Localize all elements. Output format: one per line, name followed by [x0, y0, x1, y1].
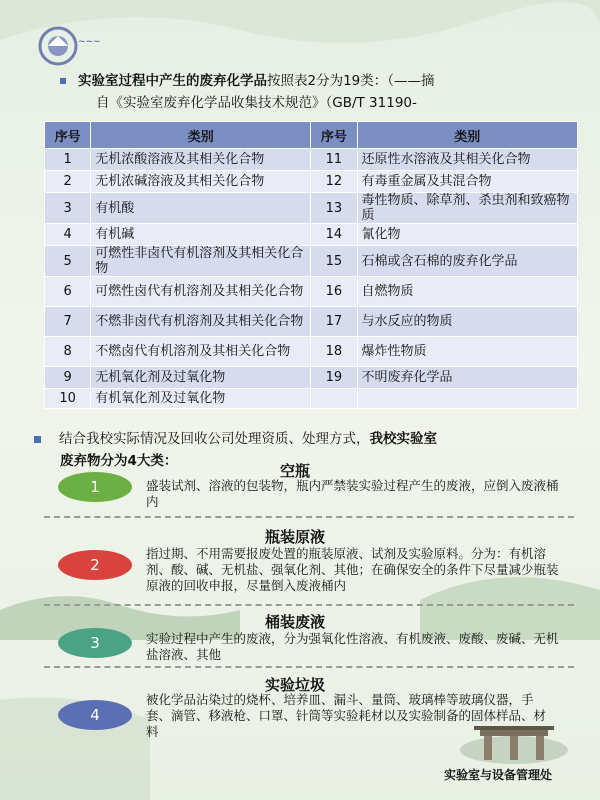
table-row	[45, 171, 578, 193]
category-name-right: 爆炸性物质	[357, 337, 577, 367]
category-name-right: 与水反应的物质	[357, 307, 577, 337]
table-row	[45, 246, 578, 277]
category-name-right: 还原性水溶液及其相关化合物	[357, 149, 577, 171]
divider	[44, 516, 574, 518]
header-cat-1: 类别	[91, 122, 311, 149]
category-number-badge: 1	[58, 472, 132, 502]
table-row	[45, 389, 578, 409]
summary-bold-2: 废弃物分为4大类：	[60, 453, 178, 469]
category-description: 被化学品沾染过的烧杯、培养皿、漏斗、量筒、玻璃棒等玻璃仪器，手套、滴管、移液枪、口罩、针筒等实验耗材以及实验制备的固体样品、材料	[146, 692, 547, 739]
category-name-left: 无机氧化剂及过氧化物	[91, 367, 311, 389]
category-number-badge: 4	[58, 700, 132, 730]
table-row	[45, 193, 578, 224]
category-name-right	[357, 389, 577, 409]
divider	[44, 604, 574, 606]
row-number-left: 8	[45, 337, 91, 367]
category-description: 盛装试剂、溶液的包装物，瓶内严禁装实验过程产生的废液，应倒入废液桶内	[146, 478, 559, 509]
category-name-left: 有机氧化剂及过氧化物	[91, 389, 311, 409]
summary-normal: 结合我校实际情况及回收公司处理资质、处理方式，	[59, 431, 370, 447]
header-cat-2: 类别	[357, 122, 577, 149]
category-title: 实验垃圾	[264, 676, 325, 694]
row-number-right: 13	[311, 193, 357, 224]
row-number-right: 16	[311, 277, 357, 307]
row-number-left: 1	[45, 149, 91, 171]
row-number-left: 2	[45, 171, 91, 193]
row-number-right	[311, 389, 357, 409]
category-name-left: 有机碱	[91, 224, 311, 246]
row-number-right: 12	[311, 171, 357, 193]
row-number-right: 15	[311, 246, 357, 277]
table-row	[45, 277, 578, 307]
row-number-left: 10	[45, 389, 91, 409]
category-number-badge: 3	[58, 628, 132, 658]
row-number-left: 4	[45, 224, 91, 246]
category-name-right: 不明废弃化学品	[357, 367, 577, 389]
intro-bold: 实验室过程中产生的废弃化学品	[78, 73, 267, 89]
category-name-left: 不燃卤代有机溶剂及其相关化合物	[91, 337, 311, 367]
table-row	[45, 337, 578, 367]
category-title: 桶装废液	[264, 613, 325, 631]
row-number-left: 9	[45, 367, 91, 389]
header-num-2: 序号	[311, 122, 357, 149]
intro-rest: 按照表2分为19类：（——摘	[267, 73, 435, 89]
category-name-left: 可燃性非卤代有机溶剂及其相关化合物	[91, 246, 311, 277]
category-name-left: 无机浓碱溶液及其相关化合物	[91, 171, 311, 193]
svg-text:~~~: ~~~	[78, 37, 101, 47]
intro-text	[60, 70, 560, 114]
category-name-left: 有机酸	[91, 193, 311, 224]
table-row	[45, 367, 578, 389]
category-name-right: 毒性物质、除草剂、杀虫剂和致癌物质	[357, 193, 577, 224]
category-name-right: 氰化物	[357, 224, 577, 246]
divider	[44, 666, 574, 668]
bullet-icon	[60, 78, 66, 84]
category-title: 空瓶	[279, 462, 310, 480]
category-description: 指过期、不用需要报废处置的瓶装原液、试剂及实验原料。分为：有机溶剂、酸、碱、无机盐、强氧化剂、其他；在确保安全的条件下尽量减少瓶装原液的回收申报，尽量倒入废液桶内	[146, 546, 559, 593]
category-name-right: 石棉或含石棉的废弃化学品	[357, 246, 577, 277]
category-name-left: 不燃非卤代有机溶剂及其相关化合物	[91, 307, 311, 337]
category-name-right: 有毒重金属及其混合物	[357, 171, 577, 193]
table-row	[45, 224, 578, 246]
row-number-right: 11	[311, 149, 357, 171]
header-num-1: 序号	[45, 122, 91, 149]
university-logo	[20, 22, 120, 70]
row-number-right: 14	[311, 224, 357, 246]
category-name-left: 可燃性卤代有机溶剂及其相关化合物	[91, 277, 311, 307]
bullet-icon	[34, 436, 41, 443]
row-number-left: 7	[45, 307, 91, 337]
waste-category-table	[44, 121, 578, 409]
campus-gate-image	[460, 720, 568, 764]
row-number-left: 6	[45, 277, 91, 307]
table-header	[45, 122, 578, 149]
category-title: 瓶装原液	[264, 528, 325, 546]
category-description: 实验过程中产生的废液，分为强氧化性溶液、有机废液、废酸、废碱、无机盐溶液、其他	[146, 631, 559, 662]
table-row	[45, 307, 578, 337]
footer-department: 实验室与设备管理处	[444, 768, 553, 782]
row-number-left: 3	[45, 193, 91, 224]
summary-bold-1: 我校实验室	[369, 431, 437, 447]
table-row	[45, 149, 578, 171]
row-number-right: 17	[311, 307, 357, 337]
row-number-left: 5	[45, 246, 91, 277]
category-name-left: 无机浓酸溶液及其相关化合物	[91, 149, 311, 171]
intro-line2: 自《实验室废弃化学品收集技术规范》（GB/T 31190-	[96, 95, 417, 111]
category-number-badge: 2	[58, 550, 132, 580]
row-number-right: 19	[311, 367, 357, 389]
category-name-right: 自燃物质	[357, 277, 577, 307]
row-number-right: 18	[311, 337, 357, 367]
